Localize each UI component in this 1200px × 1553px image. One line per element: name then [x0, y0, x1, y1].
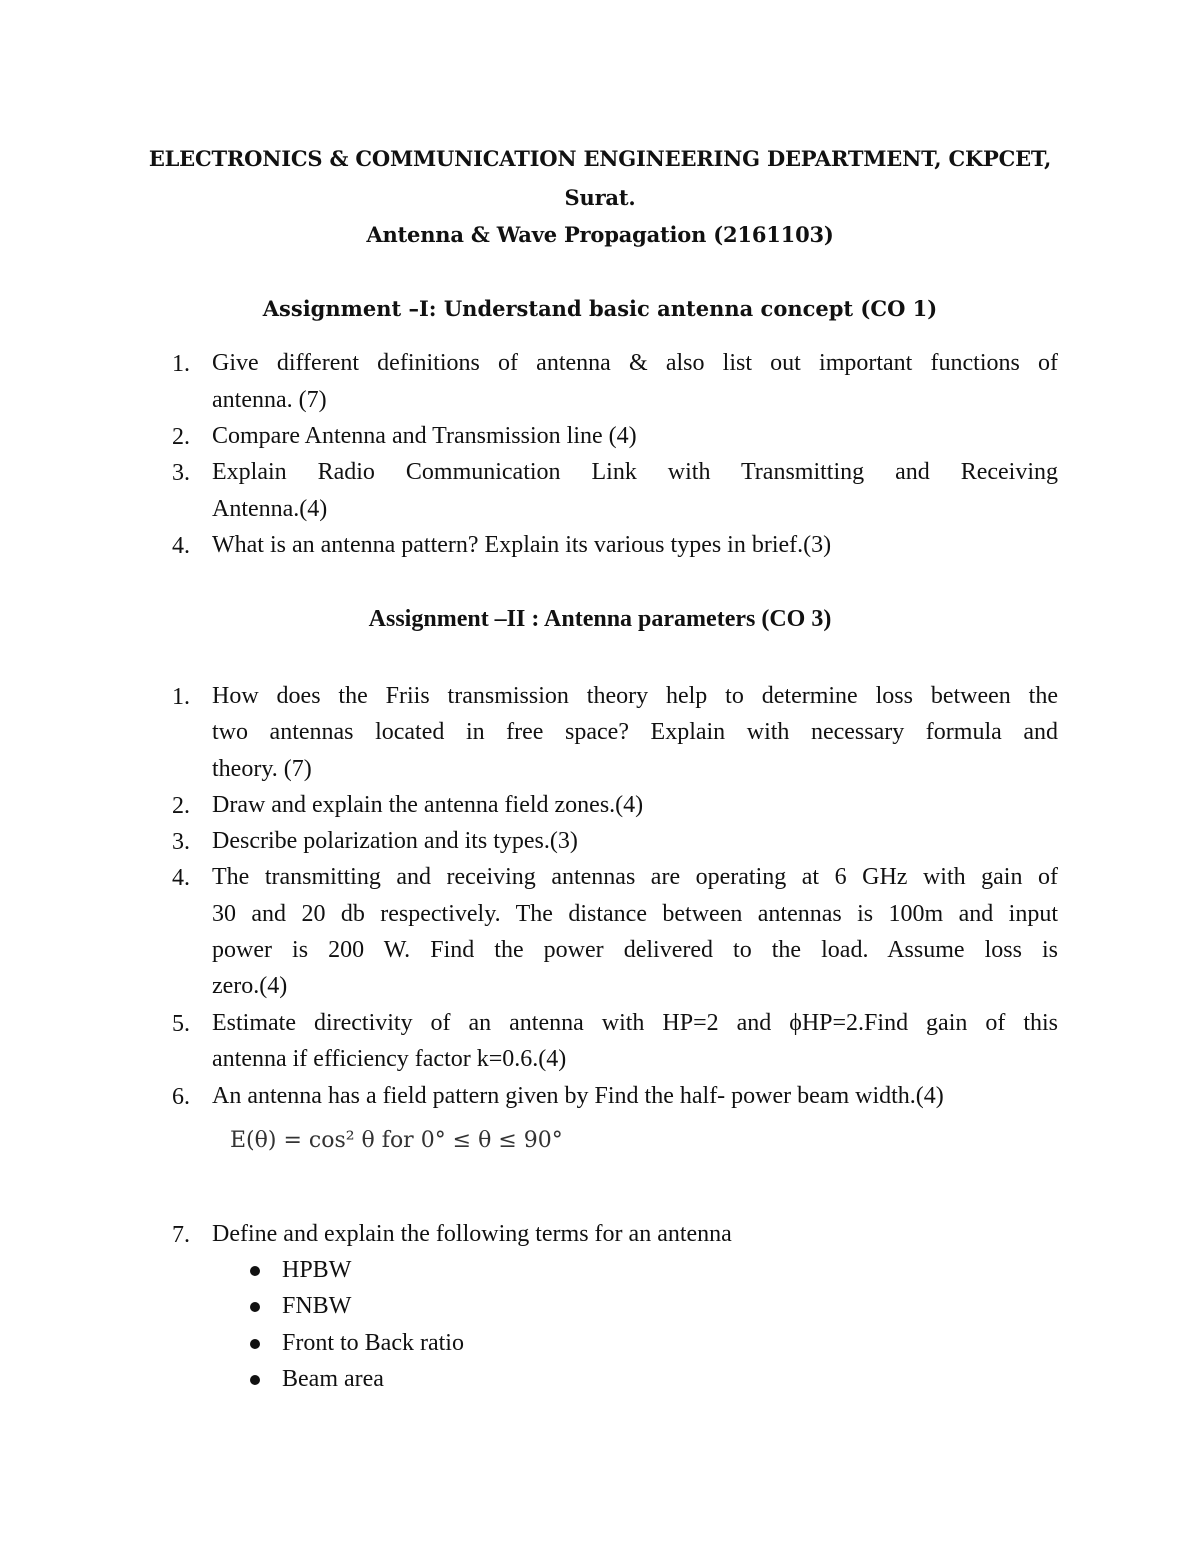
bullet-item-beam-area: Beam area: [282, 1366, 384, 1392]
a2-item-1-line-1: How does the Friis transmission theory help to determine loss between the: [212, 683, 1058, 709]
a2-item-3-number: 3.: [172, 829, 190, 855]
a2-item-2-line-1: Draw and explain the antenna field zones.(4): [212, 792, 644, 818]
bullet-icon: [250, 1302, 260, 1312]
bullet-icon: [250, 1375, 260, 1385]
bullet-item-fnbw: FNBW: [282, 1293, 352, 1319]
a2-item-2-number: 2.: [172, 793, 190, 819]
a2-item-1-line-2: two antennas located in free space? Explain with necessary formula and: [212, 719, 1058, 745]
department-heading: ELECTRONICS & COMMUNICATION ENGINEERING DEPARTMENT, CKPCET,: [148, 146, 1052, 171]
a2-item-5-line-1: Estimate directivity of an antenna with HP=2 and ϕHP=2.Find gain of this: [212, 1010, 1058, 1036]
city-heading: Surat.: [564, 185, 636, 210]
a2-item-4-line-1: The transmitting and receiving antennas are operating at 6 GHz with gain of: [212, 864, 1058, 890]
a2-item-3-line-1: Describe polarization and its types.(3): [212, 828, 578, 854]
a2-item-4-number: 4.: [172, 865, 190, 891]
a2-item-4-line-4: zero.(4): [212, 973, 288, 999]
bullet-item-hpbw: HPBW: [282, 1257, 352, 1283]
bullet-item-front-to-back: Front to Back ratio: [282, 1330, 464, 1356]
a1-item-3-number: 3.: [172, 460, 190, 486]
a2-item-7-number: 7.: [172, 1222, 190, 1248]
a1-item-4-line-1: What is an antenna pattern? Explain its various types in brief.(3): [212, 532, 832, 558]
a2-item-4-line-2: 30 and 20 db respectively. The distance between antennas is 100m and input: [212, 901, 1058, 927]
a2-item-6-line-1: An antenna has a field pattern given by Find the half- power beam width.(4): [212, 1083, 944, 1109]
a2-item-6-number: 6.: [172, 1084, 190, 1110]
a1-item-1-line-1: Give different definitions of antenna & also list out important functions of: [212, 350, 1058, 376]
a1-item-3-line-1: Explain Radio Communication Link with Transmitting and Receiving: [212, 459, 1058, 485]
course-title: Antenna & Wave Propagation (2161103): [366, 222, 834, 247]
assignment-2-title: Assignment –II : Antenna parameters (CO 3): [368, 606, 832, 632]
a1-item-1-line-2: antenna. (7): [212, 387, 327, 413]
bullet-icon: [250, 1339, 260, 1349]
a2-item-1-number: 1.: [172, 684, 190, 710]
assignment-1-title: Assignment –I: Understand basic antenna concept (CO 1): [262, 296, 938, 321]
a2-item-7-line-1: Define and explain the following terms for an antenna: [212, 1221, 732, 1247]
a2-item-4-line-3: power is 200 W. Find the power delivered to the load. Assume loss is: [212, 937, 1058, 963]
a2-item-5-line-2: antenna if efficiency factor k=0.6.(4): [212, 1046, 567, 1072]
a1-item-2-line-1: Compare Antenna and Transmission line (4): [212, 423, 637, 449]
a1-item-2-number: 2.: [172, 424, 190, 450]
field-pattern-formula: E(θ) = cos² θ for 0° ≤ θ ≤ 90°: [230, 1128, 563, 1153]
a1-item-4-number: 4.: [172, 533, 190, 559]
a1-item-3-line-2: Antenna.(4): [212, 496, 328, 522]
bullet-icon: [250, 1266, 260, 1276]
a1-item-1-number: 1.: [172, 351, 190, 377]
a2-item-5-number: 5.: [172, 1011, 190, 1037]
a2-item-1-line-3: theory. (7): [212, 756, 312, 782]
